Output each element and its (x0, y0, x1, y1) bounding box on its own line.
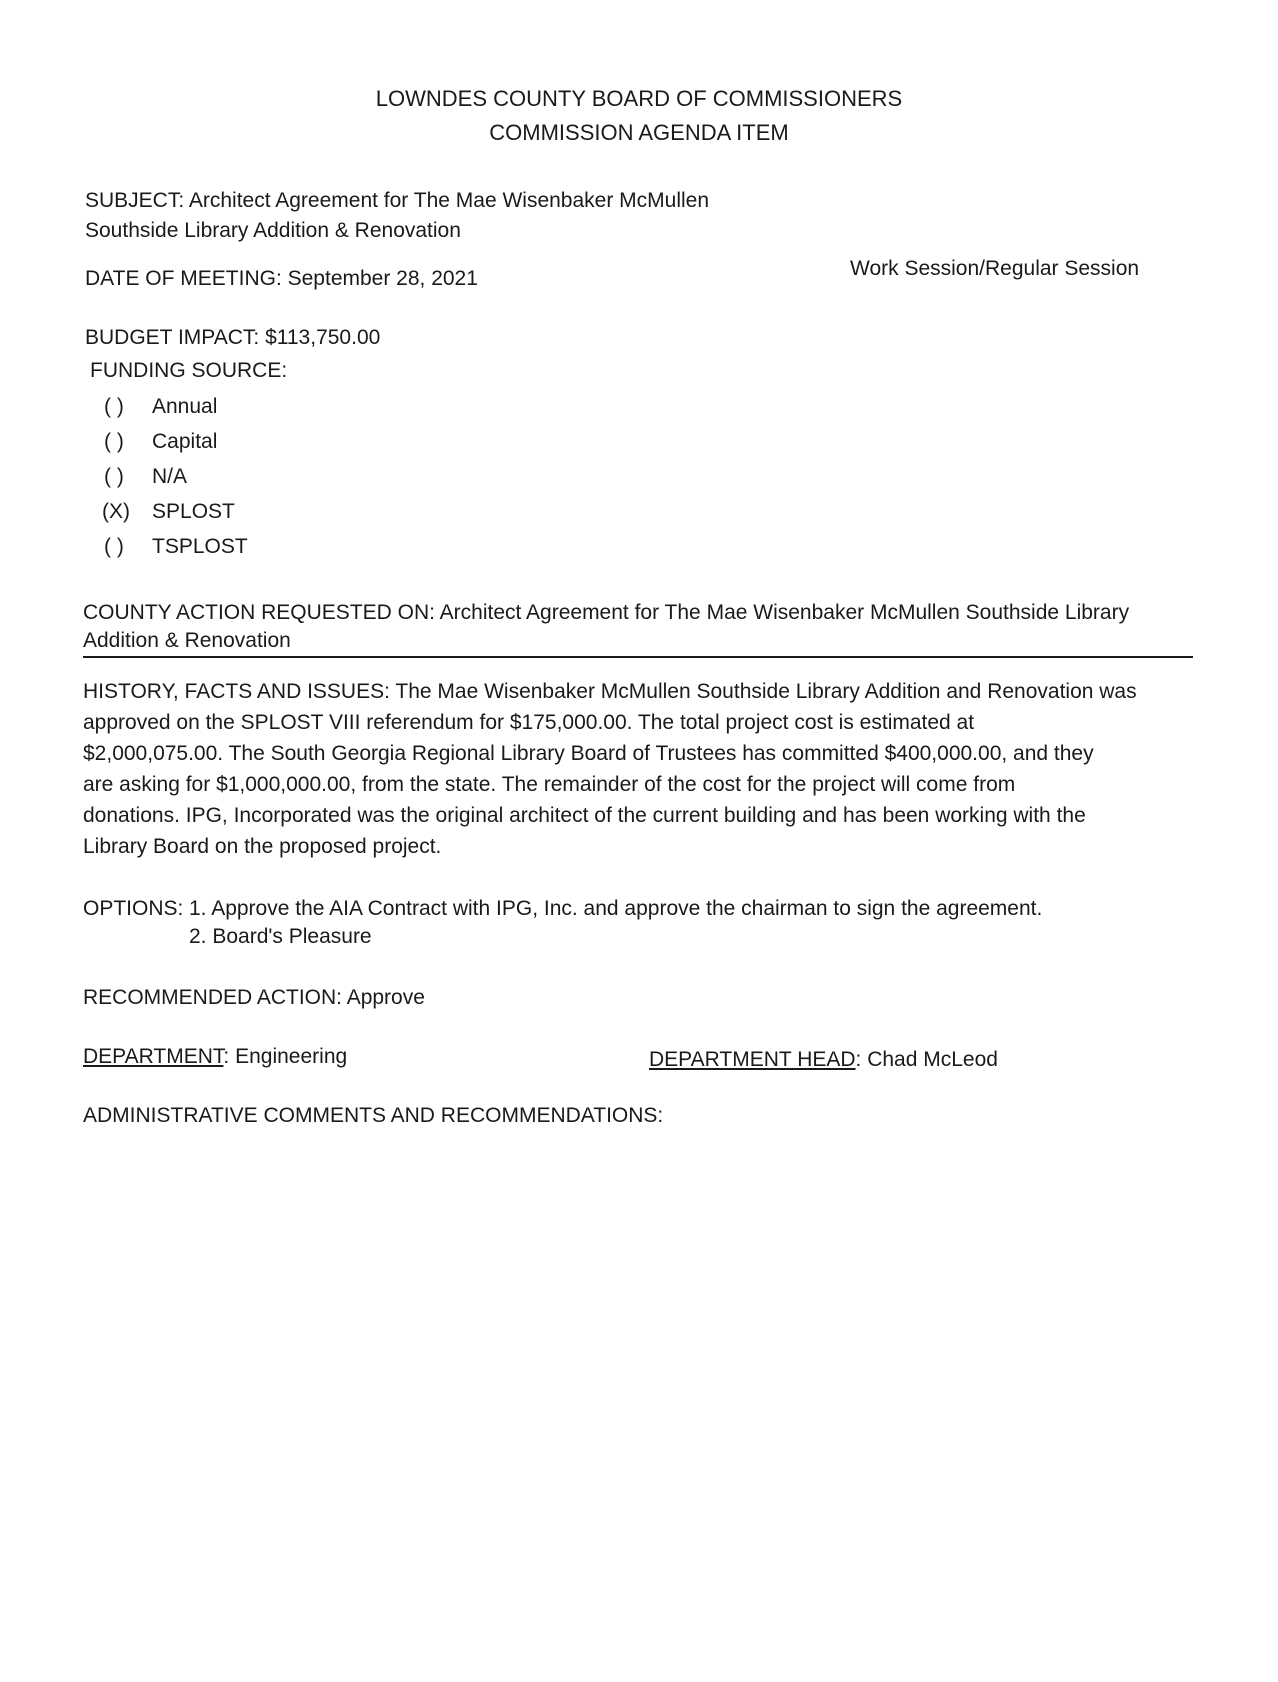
header-line-2: COMMISSION AGENDA ITEM (489, 120, 789, 145)
funding-option-label: TSPLOST (152, 535, 248, 558)
history-line: approved on the SPLOST VIII referendum for $175,000.00. The total project cost is estimated at (83, 711, 975, 734)
department-head-value: : Chad McLeod (855, 1048, 998, 1071)
subject-line-2: Southside Library Addition & Renovation (85, 219, 461, 242)
funding-option-label: SPLOST (152, 500, 235, 523)
budget-impact: BUDGET IMPACT: $113,750.00 (85, 326, 381, 349)
department-head-field (649, 1045, 998, 1074)
funding-checkbox: ( ) (104, 535, 124, 558)
department-head-label: DEPARTMENT HEAD (649, 1048, 856, 1071)
department-label: DEPARTMENT (83, 1045, 224, 1068)
funding-option-label: Capital (152, 430, 218, 453)
history-line: Library Board on the proposed project. (83, 835, 442, 858)
subject-line-1: SUBJECT: Architect Agreement for The Mae Wisenbaker McMullen (85, 189, 710, 212)
section-divider (83, 656, 1193, 658)
session-type: Work Session/Regular Session (850, 257, 1140, 280)
history-line: $2,000,075.00. The South Georgia Regional Library Board of Trustees has committed $400,000.00, and they (83, 742, 1094, 765)
department-field (83, 1042, 347, 1071)
recommended-action: RECOMMENDED ACTION: Approve (83, 986, 425, 1009)
options-label: OPTIONS: (83, 897, 184, 920)
meeting-date: DATE OF MEETING: September 28, 2021 (85, 267, 478, 290)
history-facts-issues (83, 676, 1203, 862)
funding-option-label: Annual (152, 395, 218, 418)
funding-checkbox: ( ) (104, 465, 124, 488)
header-line-1: LOWNDES COUNTY BOARD OF COMMISSIONERS (375, 86, 903, 111)
history-line: HISTORY, FACTS AND ISSUES: The Mae Wisenbaker McMullen Southside Library Addition and Renovation was (83, 680, 1137, 703)
history-line: are asking for $1,000,000.00, from the state. The remainder of the cost for the project will come from (83, 773, 1016, 796)
administrative-comments-label: ADMINISTRATIVE COMMENTS AND RECOMMENDATIONS: (83, 1104, 664, 1127)
funding-checkbox: ( ) (104, 395, 124, 418)
option-item-1: 1. Approve the AIA Contract with IPG, Inc. and approve the chairman to sign the agreement. (189, 897, 1043, 920)
funding-checkbox: ( ) (104, 430, 124, 453)
funding-option-label: N/A (152, 465, 188, 488)
action-requested-line-1: COUNTY ACTION REQUESTED ON: Architect Agreement for The Mae Wisenbaker McMullen Southside Library (83, 601, 1130, 624)
funding-checkbox: (X) (102, 500, 130, 523)
action-requested-line-2: Addition & Renovation (83, 629, 291, 652)
option-item-2: 2. Board's Pleasure (189, 925, 372, 948)
funding-source-label: FUNDING SOURCE: (90, 359, 288, 382)
history-line: donations. IPG, Incorporated was the original architect of the current building and has been working with the (83, 804, 1086, 827)
department-value: : Engineering (223, 1045, 348, 1068)
